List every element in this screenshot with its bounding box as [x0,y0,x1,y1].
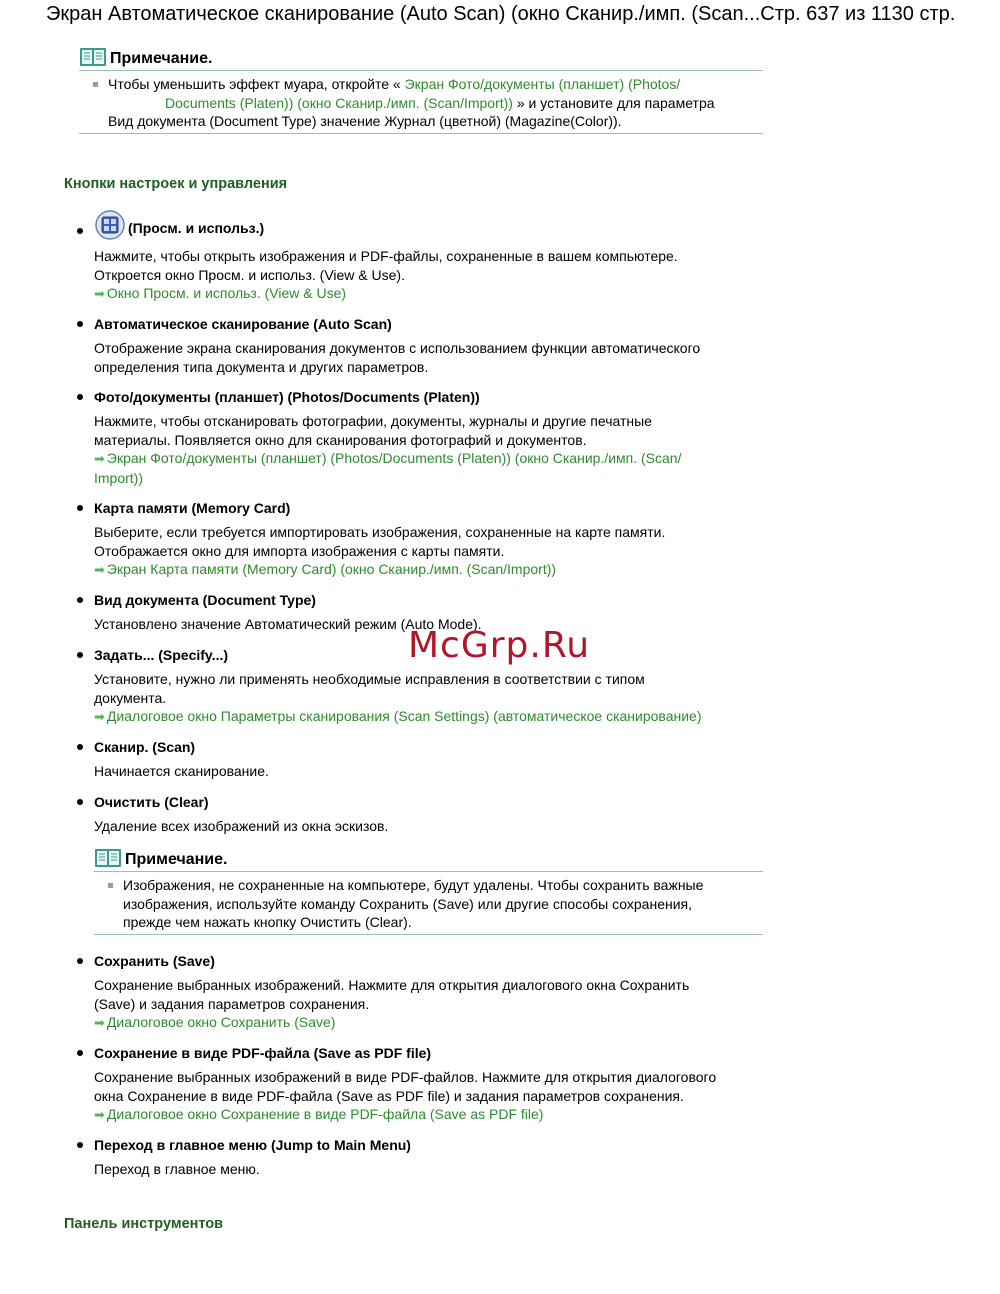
arrow-right-icon: ➡ [94,709,105,724]
item-title: (Просм. и использ.) [128,220,265,236]
item-title: Переход в главное меню (Jump to Main Menu) [94,1137,411,1153]
note-text: Чтобы уменьшить эффект муара, откройте « [108,76,405,92]
item-title: Фото/документы (планшет) (Photos/Documents (Platen)) [94,389,480,405]
item-photos-documents [76,388,756,487]
page-title: Экран Автоматическое сканирование (Auto Scan) (окно Сканир./имп. (Scan... [46,3,761,25]
note-box-moire [79,44,763,134]
note-body [94,872,763,934]
square-bullet-icon [93,82,98,87]
item-scan [76,738,756,781]
desc-line: материалы. Появляется окно для сканирования фотографий и документов. [94,431,587,448]
item-head [76,1136,756,1154]
note-body [79,71,763,133]
item-view-use [76,210,756,304]
view-use-window-link[interactable]: Окно Просм. и использ. (View & Use) [106,285,347,301]
desc-line: Установите, нужно ли применять необходимые исправления в соответствии с типом [94,671,645,687]
desc-line: Отображается окно для импорта изображения с карты памяти. [94,542,505,559]
note-line-3: Вид документа (Document Type) значение Журнал (цветной) (Magazine(Color)). [108,113,622,129]
bullet-icon [77,799,83,805]
desc-line: (Save) и задания параметров сохранения. [94,995,370,1012]
item-head [76,210,756,246]
photos-documents-platen-link-cont[interactable]: Documents (Platen)) (окно Сканир./имп. (Scan/Import)) [165,94,513,111]
note-title-row [79,44,763,70]
item-desc [76,412,756,487]
bullet-icon [77,394,83,400]
note-title-row [94,845,763,871]
link-line [94,284,756,304]
bullet-icon [77,321,83,327]
arrow-right-icon: ➡ [94,1107,105,1122]
desc-line: окна Сохранение в виде PDF-файла (Save as PDF file) и задания параметров сохранения. [94,1087,684,1104]
section-title-toolbar: Панель инструментов [64,1216,224,1232]
item-desc [76,1068,756,1125]
item-title: Автоматическое сканирование (Auto Scan) [94,316,392,332]
item-head [76,952,756,970]
bullet-icon [77,744,83,750]
desc-line: Отображение экрана сканирования документов с использованием функции автоматического [94,340,701,356]
desc-line: Переход в главное меню. [94,1161,260,1177]
desc-line: документа. [94,689,167,706]
section-title-buttons: Кнопки настроек и управления [64,176,288,192]
item-title: Сохранить (Save) [94,953,215,969]
arrow-right-icon: ➡ [94,451,105,466]
photos-documents-screen-link-cont[interactable]: Import)) [94,469,143,486]
note-box-clear [94,845,763,935]
note-title: Примечание. [125,850,228,868]
desc-line: Начинается сканирование. [94,763,269,779]
note-line-1 [108,75,763,94]
item-title: Задать... (Specify...) [94,647,229,663]
item-clear [76,793,756,836]
link-line [94,1105,756,1125]
item-title: Очистить (Clear) [94,794,209,810]
link-line [94,469,756,488]
arrow-right-icon: ➡ [94,1015,105,1030]
item-memory-card [76,499,756,580]
item-title: Карта памяти (Memory Card) [94,500,291,516]
desc-line: Нажмите, чтобы открыть изображения и PDF-файлы, сохраненные в вашем компьютере. [94,248,678,264]
desc-line: определения типа документа и других параметров. [94,358,429,375]
desc-line: Сохранение выбранных изображений в виде PDF-файлов. Нажмите для открытия диалогового [94,1069,717,1085]
bullet-icon [77,652,83,658]
item-desc [76,670,756,727]
note-book-icon [94,847,122,869]
note-text-after: » и установите для параметра [512,94,715,111]
watermark: McGrp.Ru [408,625,591,666]
link-line [94,449,756,469]
item-head [76,591,756,609]
item-desc [76,817,756,836]
note-line-2 [108,94,763,113]
link-line [94,1013,756,1033]
scan-settings-dialog-link[interactable]: Диалоговое окно Параметры сканирования (Scan Settings) (автоматическое сканирование) [106,708,702,724]
item-auto-scan [76,315,756,376]
arrow-right-icon: ➡ [94,286,105,301]
note-bottom-rule [94,934,763,935]
item-head [76,388,756,406]
square-bullet-icon [108,883,113,888]
desc-line: Нажмите, чтобы отсканировать фотографии, документы, журналы и другие печатные [94,413,652,429]
bullet-icon [77,958,83,964]
item-desc [76,1160,756,1179]
item-head [76,738,756,756]
item-head [76,499,756,517]
note-line-3: прежде чем нажать кнопку Очистить (Clear). [123,914,412,930]
note-line-1: Изображения, не сохраненные на компьютере, будут удалены. Чтобы сохранить важные [123,877,704,893]
note-title: Примечание. [110,49,213,67]
bullet-icon [77,597,83,603]
desc-line: Сохранение выбранных изображений. Нажмите для открытия диалогового окна Сохранить [94,977,690,993]
item-desc [76,247,756,304]
link-line [94,560,756,580]
note-book-icon [79,46,107,68]
item-jump-main-menu [76,1136,756,1179]
arrow-right-icon: ➡ [94,562,105,577]
photos-documents-platen-link[interactable]: Экран Фото/документы (планшет) (Photos/ [404,76,681,92]
link-line [94,707,756,727]
bullet-icon [77,505,83,511]
item-desc [76,762,756,781]
desc-line: Откроется окно Просм. и использ. (View & Use). [94,266,405,283]
item-title: Сканир. (Scan) [94,739,196,755]
item-head [76,315,756,333]
item-title: Вид документа (Document Type) [94,592,316,608]
bullet-icon [77,1142,83,1148]
item-head [76,793,756,811]
item-desc [76,339,756,376]
desc-line: Удаление всех изображений из окна эскизов. [94,818,389,834]
bullet-icon [77,1050,83,1056]
item-head [76,1044,756,1062]
desc-line: Установлено значение Автоматический режим (Auto Mode). [94,616,482,632]
note-line-2: изображения, используйте команду Сохранить (Save) или другие способы сохранения, [123,895,693,912]
view-use-button-icon[interactable] [94,209,126,241]
page-counter: Стр. 637 из 1130 стр. [760,3,956,25]
item-save-as-pdf [76,1044,756,1125]
item-save [76,952,756,1033]
item-desc [76,523,756,580]
photos-documents-screen-link[interactable]: Экран Фото/документы (планшет) (Photos/Documents (Platen)) (окно Сканир./имп. (Scan/ [106,450,682,466]
item-title: Сохранение в виде PDF-файла (Save as PDF file) [94,1045,432,1061]
save-dialog-link[interactable]: Диалоговое окно Сохранить (Save) [106,1014,336,1030]
desc-line: Выберите, если требуется импортировать изображения, сохраненные на карте памяти. [94,524,666,540]
note-bottom-rule [79,133,763,134]
memory-card-screen-link[interactable]: Экран Карта памяти (Memory Card) (окно Сканир./имп. (Scan/Import)) [106,561,557,577]
bullet-icon [77,228,83,234]
save-as-pdf-dialog-link[interactable]: Диалоговое окно Сохранение в виде PDF-файла (Save as PDF file) [106,1106,544,1122]
page-header [46,2,954,26]
item-desc [76,976,756,1033]
